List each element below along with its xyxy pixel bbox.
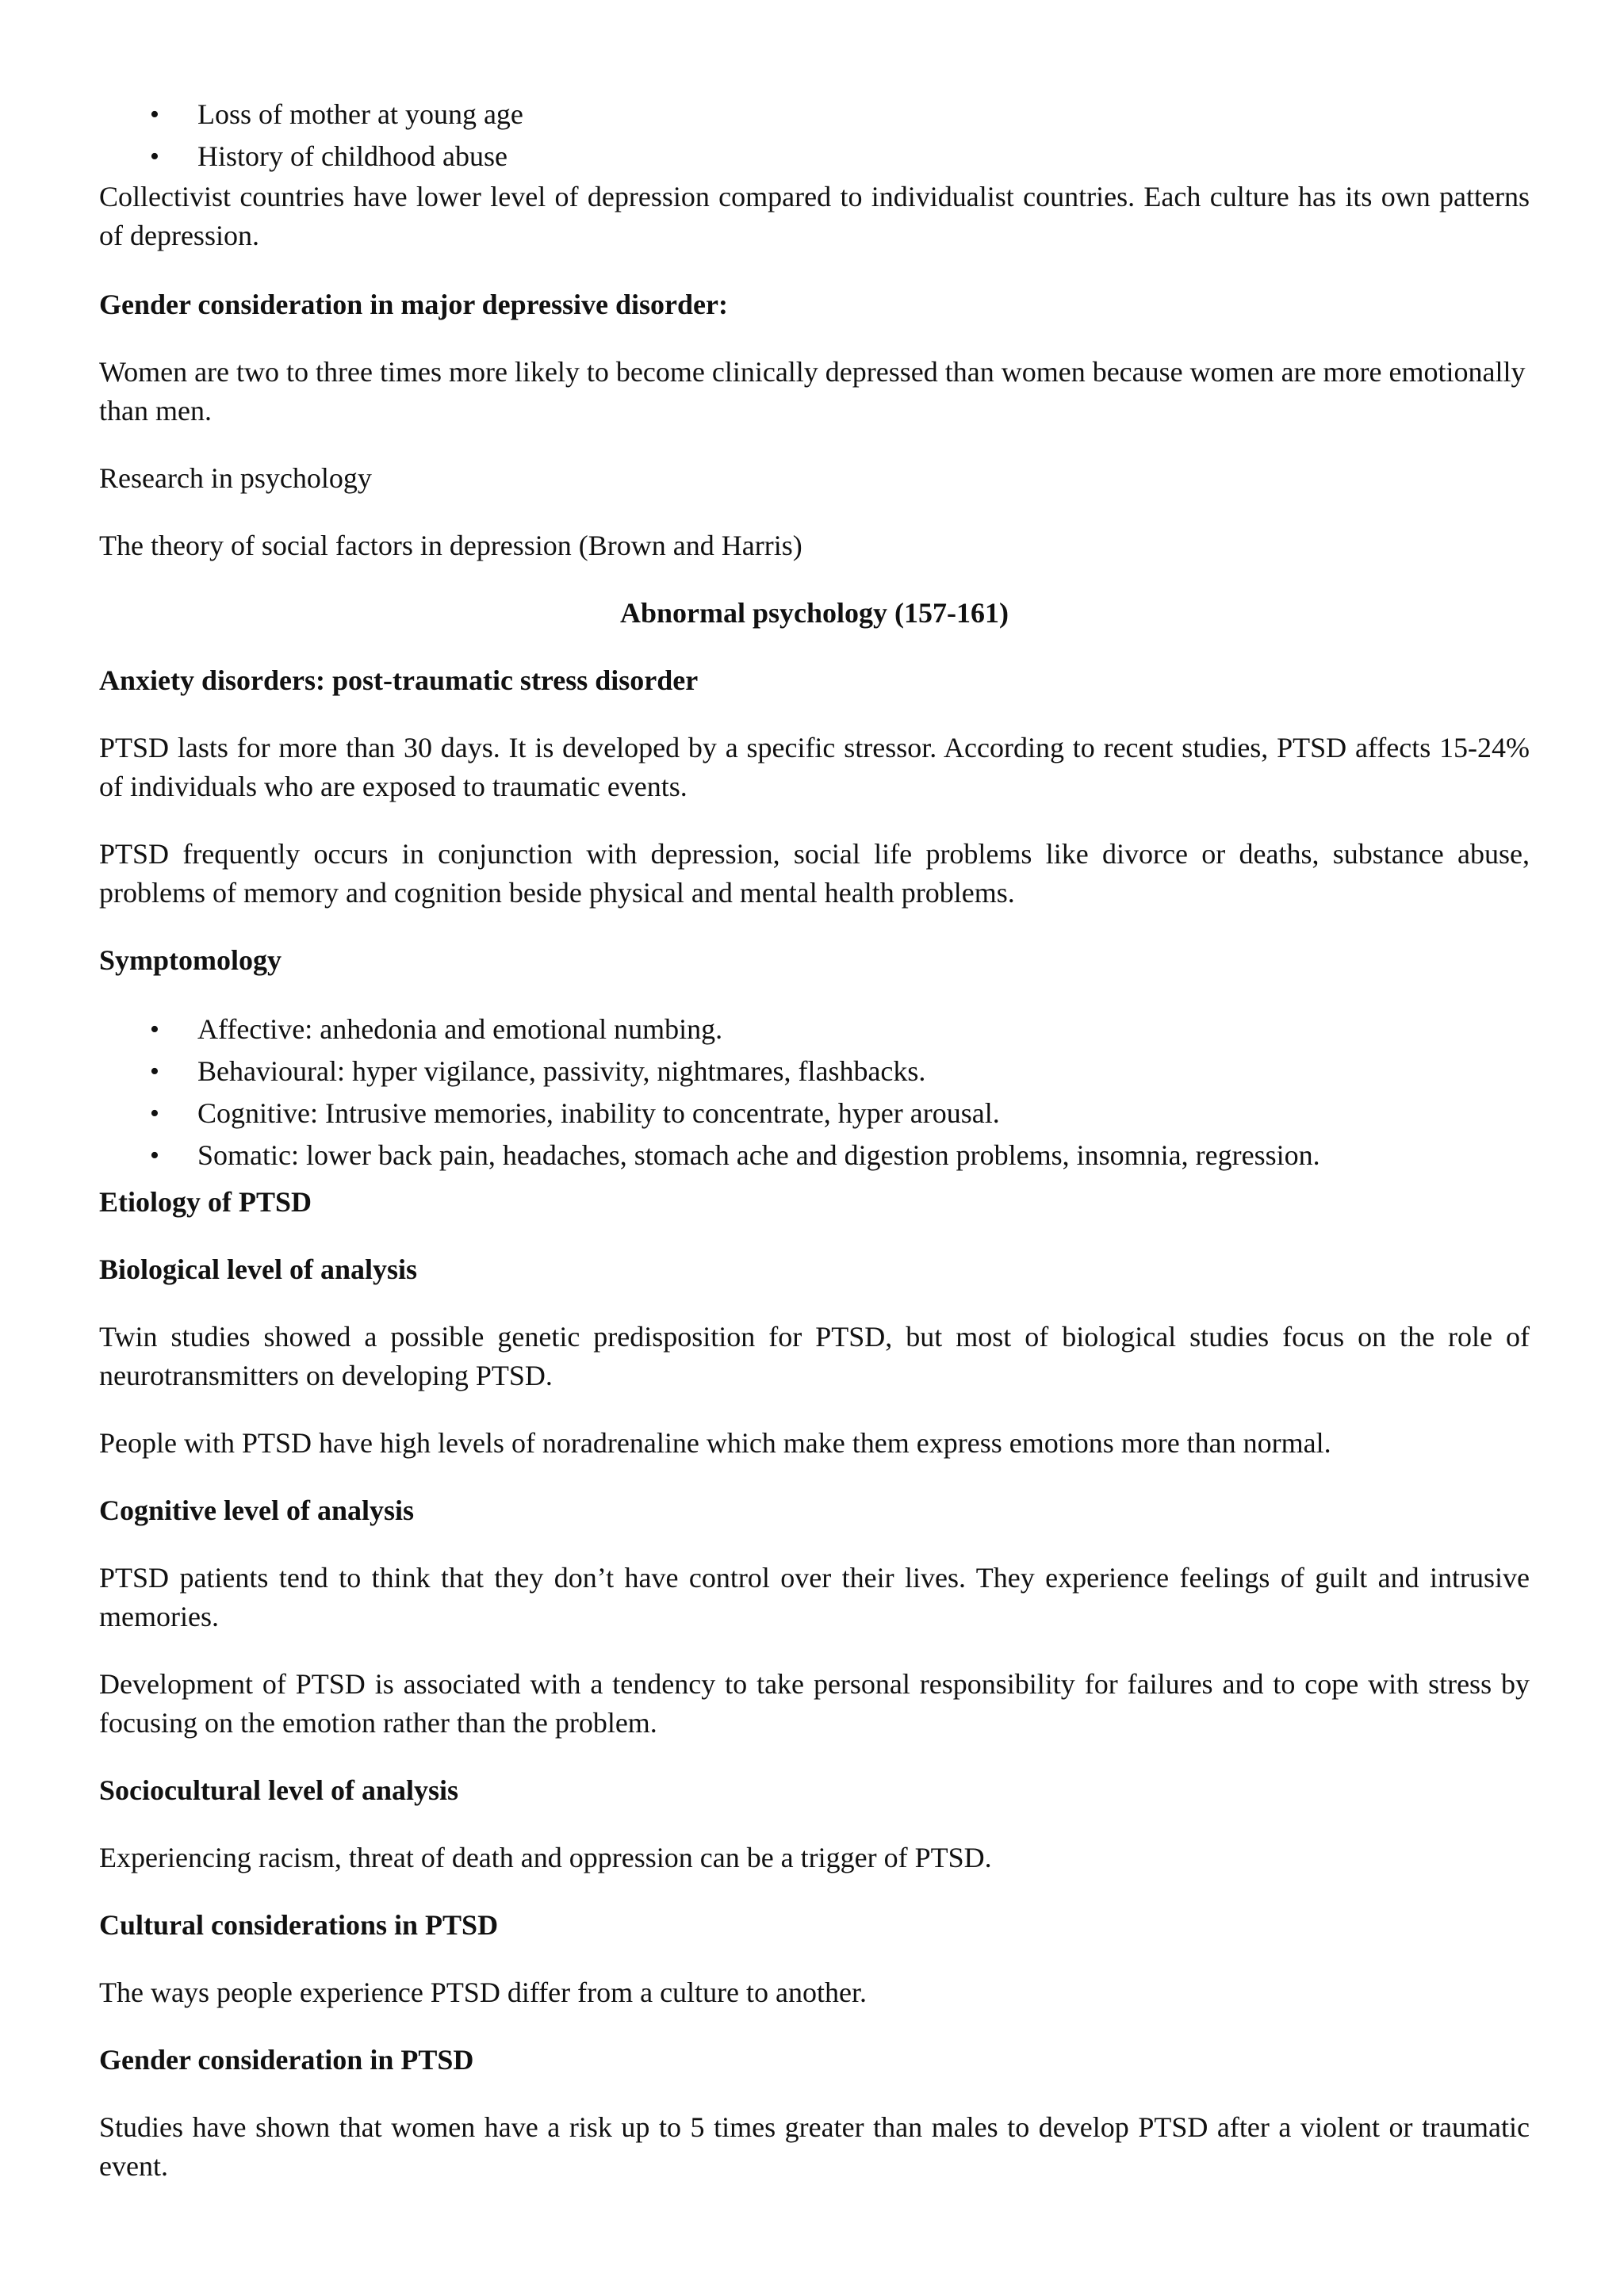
bullet-icon: • [150, 1057, 159, 1086]
bullet-icon: • [150, 1141, 159, 1170]
paragraph-noradrenaline: People with PTSD have high levels of noradrenaline which make them express emotions more than normal. [99, 1427, 1331, 1459]
paragraph-ptsd-lasts: PTSD lasts for more than 30 days. It is developed by a specific stressor. According to recent studies, PTSD affects 15-24% of individuals who are exposed to traumatic events. [99, 732, 1530, 802]
paragraph-racism: Experiencing racism, threat of death and oppression can be a trigger of PTSD. [99, 1842, 992, 1873]
paragraph-development: Development of PTSD is associated with a tendency to take personal responsibility for failures and to cope with stress by focusing on the emotion rather than the problem. [99, 1668, 1530, 1739]
symptom-list [99, 1008, 1530, 1177]
paragraph-studies: Studies have shown that women have a risk up to 5 times greater than males to develop PTSD after a violent or traumatic event. [99, 2111, 1530, 2182]
heading-gender-ptsd: Gender consideration in PTSD [99, 2044, 474, 2076]
heading-cognitive: Cognitive level of analysis [99, 1494, 414, 1526]
paragraph-ways: The ways people experience PTSD differ from a culture to another. [99, 1976, 867, 2008]
bullet-icon: • [150, 100, 159, 129]
paragraph-ptsd-conjunction: PTSD frequently occurs in conjunction with depression, social life problems like divorce or deaths, substance abuse, problems of memory and cognition beside physical and mental health problems. [99, 838, 1530, 909]
section-title: Abnormal psychology (157-161) [619, 597, 1009, 629]
paragraph-control: PTSD patients tend to think that they don’t have control over their lives. They experience feelings of guilt and intrusive memories. [99, 1562, 1530, 1632]
list-item: • Loss of mother at young age [99, 94, 1530, 136]
list-item: • History of childhood abuse [99, 136, 1530, 178]
bullet-icon: • [150, 142, 159, 171]
bullet-icon: • [150, 1099, 159, 1128]
paragraph-research: Research in psychology [99, 462, 372, 494]
list-item: • Somatic: lower back pain, headaches, stomach ache and digestion problems, insomnia, regression. [99, 1135, 1530, 1177]
paragraph-twin-studies: Twin studies showed a possible genetic predisposition for PTSD, but most of biological studies focus on the role of neurotransmitters on developing PTSD. [99, 1321, 1530, 1391]
list-item: • Cognitive: Intrusive memories, inability to concentrate, hyper arousal. [99, 1093, 1530, 1135]
bullet-icon: • [150, 1015, 159, 1044]
document-body [99, 94, 1530, 2186]
paragraph-women-depressed: Women are two to three times more likely to become clinically depressed than women because women are more emotionally than men. [99, 356, 1526, 427]
heading-sociocultural: Sociocultural level of analysis [99, 1774, 458, 1806]
heading-biological: Biological level of analysis [99, 1253, 417, 1285]
heading-anxiety: Anxiety disorders: post-traumatic stress disorder [99, 664, 699, 696]
paragraph-theory-social: The theory of social factors in depression (Brown and Harris) [99, 530, 802, 561]
heading-symptomology: Symptomology [99, 944, 282, 976]
heading-gender-mdd: Gender consideration in major depressive disorder: [99, 289, 728, 320]
heading-cultural: Cultural considerations in PTSD [99, 1909, 499, 1941]
list-item: • Behavioural: hyper vigilance, passivity, nightmares, flashbacks. [99, 1050, 1530, 1093]
list-item: • Affective: anhedonia and emotional numbing. [99, 1008, 1530, 1050]
heading-etiology: Etiology of PTSD [99, 1186, 312, 1218]
paragraph-collectivist: Collectivist countries have lower level of depression compared to individualist countries. Each culture has its own patterns of depression. [99, 181, 1530, 251]
risk-factor-list [99, 94, 1530, 178]
